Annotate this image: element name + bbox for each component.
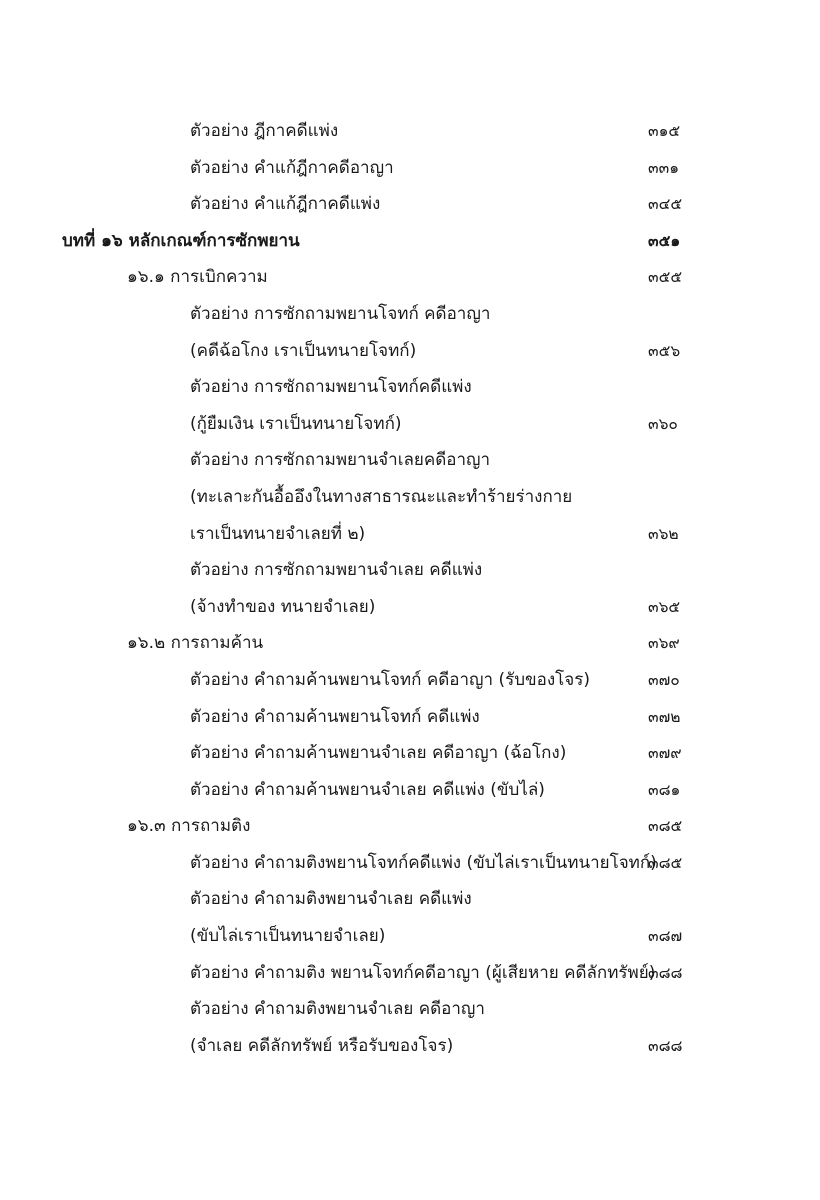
toc-section-title: ๑๖.๑ การเบิกความ <box>127 267 268 288</box>
toc-entry <box>0 296 820 333</box>
toc-entry <box>0 881 820 918</box>
toc-section-heading <box>0 625 820 662</box>
toc-page-number: ๓๘๘ <box>648 1036 683 1055</box>
toc-page-number: ๓๘๕ <box>648 853 683 872</box>
toc-entry <box>0 991 820 1028</box>
toc-entry-text: (คดีฉ้อโกง เราเป็นทนายโจทก์) <box>190 340 417 361</box>
toc-page-number: ๓๗๙ <box>648 744 682 763</box>
table-of-contents <box>0 113 820 1064</box>
toc-section-title: ๑๖.๓ การถามติง <box>127 816 251 837</box>
toc-page-number: ๓๘๕ <box>648 817 683 836</box>
toc-page-number: ๓๕๕ <box>648 268 683 287</box>
toc-page-number: ๓๕๑ <box>648 231 681 250</box>
toc-entry <box>0 955 820 992</box>
toc-entry <box>0 735 820 772</box>
toc-page-number: ๓๔๕ <box>648 195 683 214</box>
toc-entry <box>0 918 820 955</box>
toc-page-number: ๓๘๗ <box>648 927 683 946</box>
toc-chapter-heading <box>0 223 820 260</box>
toc-entry-text: ตัวอย่าง การซักถามพยานโจทก์ คดีอาญา <box>190 303 491 324</box>
toc-entry-text: (ทะเลาะกันอื้ออึงในทางสาธารณะและทำร้ายร่างกาย <box>190 486 573 507</box>
toc-entry <box>0 186 820 223</box>
toc-entry <box>0 1028 820 1065</box>
toc-page-number: ๓๗๒ <box>648 707 681 726</box>
toc-entry-text: ตัวอย่าง การซักถามพยานจำเลยคดีอาญา <box>190 450 491 471</box>
toc-entry-text: (จำเลย คดีลักทรัพย์ หรือรับของโจร) <box>190 1035 454 1056</box>
toc-entry-text: ตัวอย่าง คำถามค้านพยานโจทก์ คดีอาญา (รับของโจร) <box>190 669 590 690</box>
toc-entry <box>0 662 820 699</box>
toc-entry-text: ตัวอย่าง คำถามติง พยานโจทก์คดีอาญา (ผู้เสียหาย คดีลักทรัพย์) <box>190 962 656 983</box>
toc-entry-text: ตัวอย่าง คำถามติงพยานโจทก์คดีแพ่ง (ขับไล่เราเป็นทนายโจทก์) <box>190 852 657 873</box>
toc-entry <box>0 369 820 406</box>
toc-section-heading <box>0 808 820 845</box>
toc-chapter-title: บทที่ ๑๖ หลักเกณฑ์การซักพยาน <box>62 230 300 251</box>
toc-entry-text: ตัวอย่าง ฎีกาคดีแพ่ง <box>190 121 339 141</box>
toc-entry-text: ตัวอย่าง คำถามค้านพยานโจทก์ คดีแพ่ง <box>190 706 480 727</box>
toc-section-title: ๑๖.๒ การถามค้าน <box>127 633 264 654</box>
toc-entry-text: ตัวอย่าง คำถามติงพยานจำเลย คดีแพ่ง <box>190 889 472 910</box>
toc-entry <box>0 406 820 443</box>
toc-entry-text: เราเป็นทนายจำเลยที่ ๒) <box>190 523 366 544</box>
toc-page-number: ๓๖๕ <box>648 597 681 616</box>
toc-entry <box>0 150 820 187</box>
toc-page-number: ๓๕๖ <box>648 341 681 360</box>
toc-entry-text: ตัวอย่าง คำถามติงพยานจำเลย คดีอาญา <box>190 999 485 1020</box>
toc-page-number: ๓๘๘ <box>648 963 683 982</box>
toc-entry <box>0 845 820 882</box>
toc-entry-text: ตัวอย่าง คำแก้ฎีกาคดีอาญา <box>190 157 394 178</box>
toc-entry <box>0 442 820 479</box>
toc-entry <box>0 552 820 589</box>
toc-page-number: ๓๑๕ <box>648 122 681 140</box>
toc-page-number: ๓๓๑ <box>648 158 680 177</box>
toc-entry <box>0 113 820 150</box>
toc-entry-text: ตัวอย่าง การซักถามพยานโจทก์คดีแพ่ง <box>190 377 472 398</box>
toc-entry <box>0 333 820 370</box>
toc-page-number: ๓๗๐ <box>648 670 680 689</box>
toc-page-number: ๓๖๐ <box>648 414 678 433</box>
toc-entry <box>0 479 820 516</box>
toc-entry-text: (จ้างทำของ ทนายจำเลย) <box>190 596 376 617</box>
toc-entry-text: ตัวอย่าง คำถามค้านพยานจำเลย คดีแพ่ง (ขับไล่) <box>190 779 545 800</box>
toc-page-number: ๓๘๑ <box>648 780 681 799</box>
toc-entry-text: ตัวอย่าง คำแก้ฎีกาคดีแพ่ง <box>190 194 381 215</box>
toc-entry-text: ตัวอย่าง การซักถามพยานจำเลย คดีแพ่ง <box>190 560 483 581</box>
toc-page-number: ๓๖๒ <box>648 524 679 543</box>
toc-page-number: ๓๖๙ <box>648 634 680 653</box>
toc-entry <box>0 516 820 553</box>
toc-section-heading <box>0 259 820 296</box>
toc-entry-text: (ขับไล่เราเป็นทนายจำเลย) <box>190 926 386 947</box>
toc-entry <box>0 772 820 809</box>
toc-entry-text: (กู้ยืมเงิน เราเป็นทนายโจทก์) <box>190 413 402 434</box>
toc-entry-text: ตัวอย่าง คำถามค้านพยานจำเลย คดีอาญา (ฉ้อโกง) <box>190 743 567 764</box>
toc-entry <box>0 699 820 736</box>
toc-entry <box>0 589 820 626</box>
